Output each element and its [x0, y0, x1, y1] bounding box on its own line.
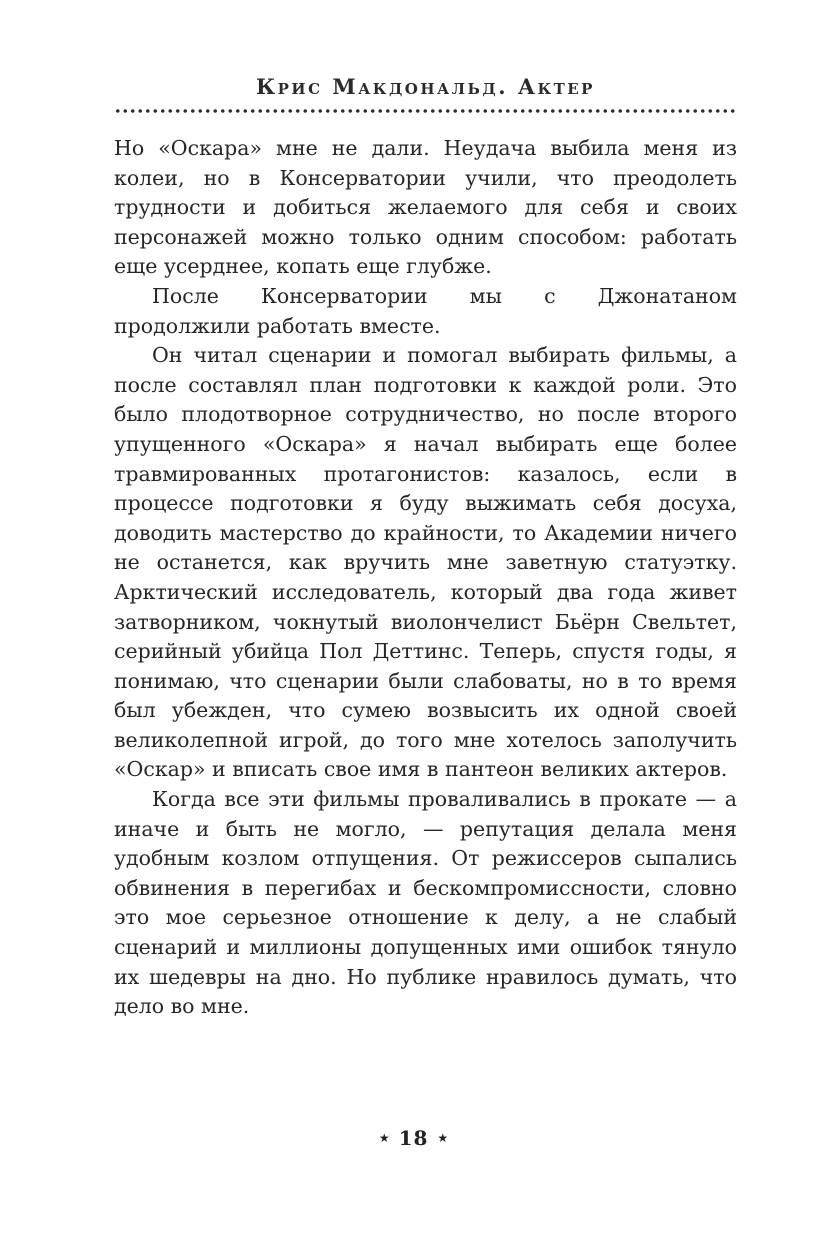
body-text: [114, 134, 737, 1022]
paragraph-2: После Консерватории мы с Джонатаном продолжили работать вместе.: [114, 283, 737, 338]
running-head-title: Крис Макдональд. Актер: [256, 74, 595, 99]
star-icon: ★: [437, 1131, 449, 1145]
paragraph-3: Он читал сценарии и помогал выбирать фильмы, а после составлял план подготовки к каждой роли. Это было плодотворное сотрудничество, но после второго упущенного «Оскара» я начал выбирать еще более травмированных протагонистов: казалось, если в процессе подготовки я буду выжимать себя досуха, доводить мастерство до крайности, то Академии ничего не останется, как вручить мне заветную статуэтку. Арктический исследователь, который два года живет затворником, чокнутый виолончелист Бьёрн Свельтет, серийный убийца Пол Деттинс. Теперь, спустя годы, я понимаю, что сценарии были слабоваты, но в то время был убежден, что сумею возвысить их одной своей великолепной игрой, до того мне хотелось заполучить «Оскар» и вписать свое имя в пантеон великих актеров.: [114, 343, 737, 782]
page-footer: [0, 1126, 827, 1150]
paragraph-1: Но «Оскара» мне не дали. Неудача выбила меня из колеи, но в Консерватории учили, что преодолеть трудности и добиться желаемого для себя и своих персонажей можно только одним способом: работать еще усерднее, копать еще глубже.: [114, 136, 737, 279]
star-icon: ★: [378, 1131, 390, 1145]
dotted-separator: [114, 108, 737, 114]
paragraph-4: Когда все эти фильмы проваливались в прокате — а иначе и быть не могло, — репутация делала меня удобным козлом отпущения. От режиссеров сыпались обвинения в перегибах и бескомпромиссности, словно это мое серьезное отношение к делу, а не слабый сценарий и миллионы допущенных ими ошибок тянуло их шедевры на дно. Но публике нравилось думать, что дело во мне.: [114, 787, 737, 1019]
page-number: 18: [398, 1126, 429, 1150]
